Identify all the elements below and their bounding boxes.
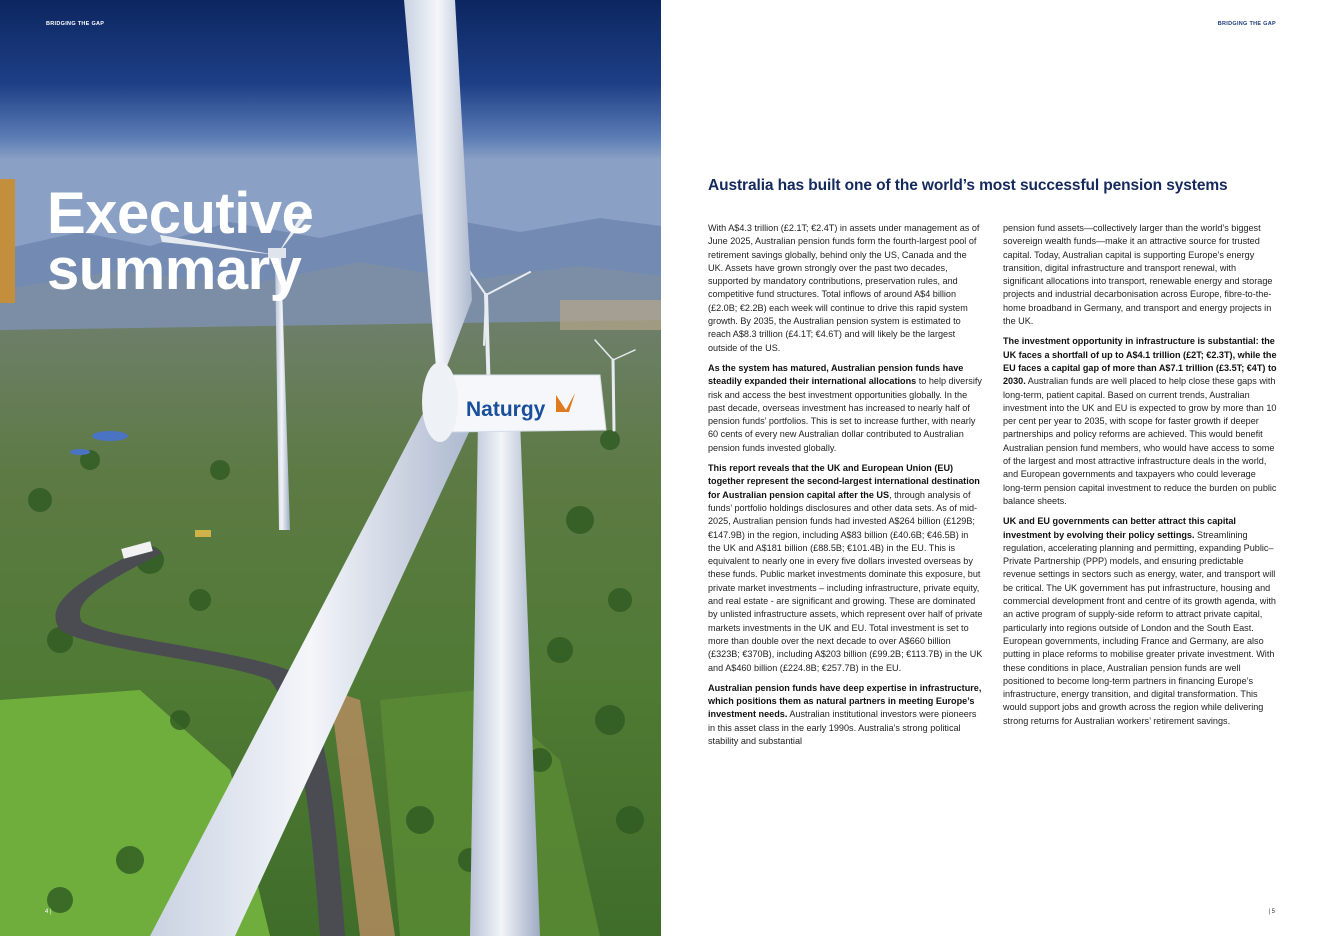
paragraph: pension fund assets—collectively larger than the world’s biggest sovereign wealth funds—make it an attractive source for trusted capital. Today, Australian capital is supporting Europe’s energy transition, digital infrastructure and transport renewal, with significant allocations into transport, renewable energy and storage projects and industrial decarbonisation across Europe, fibre-to-the-home broadband in Germany, and transport and energy projects in the UK. bbox=[1003, 223, 1273, 327]
section-heading: Australia has built one of the world’s most successful pension systems bbox=[708, 177, 1228, 194]
turbine-logo-text: Naturgy bbox=[466, 398, 546, 421]
running-head-right: BRIDGING THE GAP bbox=[1217, 21, 1276, 27]
paragraph: As the system has matured, Australian pension funds have steadily expanded their international allocations to help diversify risk and access the best investment opportunities globally. In the past decade, overseas investment has increased to nearly half of pension funds’ portfolios. This is set to increase further, with nearly 60 cents of every new Australian dollar contributed to Australian pension funds invested globally. bbox=[708, 362, 982, 453]
accent-bar bbox=[0, 179, 15, 303]
paragraph: UK and EU governments can better attract this capital investment by evolving their policy settings. Streamlining regulation, accelerating planning and permitting, expanding Public–Private Partnership (PPP) models, and ensuring predictable revenue settings in sectors such as energy, water, and transport will be critical. The UK government has put infrastructure, housing and commercial development front and centre of its growth agenda, with an active program of supply-side reform to attract private capital, particularly into regions outside of London and the South East. European governments, including France and Germany, are also putting in place reforms to mobilise greater private investment. With these conditions in place, Australian pension funds are well positioned to become long-term partners in financing Europe’s infrastructure, energy transition, and digital transformation. This would support jobs and growth across the region while delivering strong returns for Australian workers’ retirement savings. bbox=[1003, 516, 1276, 726]
wind-turbine-photo bbox=[0, 0, 661, 936]
paragraph: This report reveals that the UK and European Union (EU) together represent the second-largest international destination for Australian pension capital after the US, through analysis of funds’ portfolio holdings disclosures and other data sets. As of mid-2025, Australian pension funds had invested A$264 billion (£129B; €147.9B) in the region, including A$83 billion (£40.6B; €46.5B) in the UK and A$181 billion (£88.5B; €101.4B) in the EU. This is equivalent to nearly one in every five dollars invested overseas by these funds. Public market investments dominate this exposure, but private market investments – including infrastructure, private equity, and real estate - are significant and growing. These are dominated by unlisted infrastructure assets, which represent over half of private markets investments in the UK and EU. Total investment is set to more than double over the next decade to over A$660 billion (£323B; €370B), including A$203 billion (£99.2B; €113.7B) in the UK and A$460 billion (£224.8B; €257.7B) in the EU. bbox=[708, 463, 983, 673]
page-number-right: | 5 bbox=[1268, 909, 1275, 915]
paragraph: The investment opportunity in infrastructure is substantial: the UK faces a shortfall of up to A$4.1 trillion (£2T; €2.3T), while the EU faces a capital gap of more than A$7.1 trillion (£3.5T; €4T) to 2030. Australian funds are well placed to help close these gaps with long-term, patient capital. Based on current trends, Australian investment into the UK and EU is expected to grow by more than 10 per cent per year to 2035, with scope for faster growth if deeper partnerships and policy reforms are achieved. This would benefit Australian pension fund members, who would have access to some of the largest and most attractive infrastructure deals in the world, and European governments and taxpayers who could leverage long-term pension capital investment to reduce the burden on public balance sheets. bbox=[1003, 336, 1277, 506]
title-line-2: summary bbox=[47, 237, 302, 302]
left-page bbox=[0, 0, 661, 936]
page-title bbox=[47, 181, 314, 302]
paragraph: Australian pension funds have deep expertise in infrastructure, which positions them as natural partners in meeting Europe’s investment needs. Australian institutional investors were pioneers in this asset class in the early 1990s. Australia’s strong political stability and substantial bbox=[708, 682, 982, 746]
running-head-left: BRIDGING THE GAP bbox=[46, 21, 105, 27]
paragraph: With A$4.3 trillion (£2.1T; €2.4T) in assets under management as of June 2025, Australian pension funds form the fourth-largest pool of retirement savings globally, behind only the US, Canada and the UK. Assets have grown strongly over the past two decades, supported by mandatory contributions, preservation rules, and competitive fund structures. Total inflows of around A$4 billion (£2.0B; €2.2B) each week will continue to drive this rapid system growth. By 2035, the Australian pension system is estimated to reach A$8.3 trillion (£4.1T; €4.6T) and will likely be the largest outside of the US. bbox=[708, 223, 980, 353]
title-line-1: Executive bbox=[47, 181, 314, 246]
text-column-1 bbox=[708, 222, 983, 755]
page-number-left: 4 | bbox=[45, 909, 52, 915]
text-column-2 bbox=[1003, 222, 1278, 735]
right-page bbox=[661, 0, 1323, 936]
